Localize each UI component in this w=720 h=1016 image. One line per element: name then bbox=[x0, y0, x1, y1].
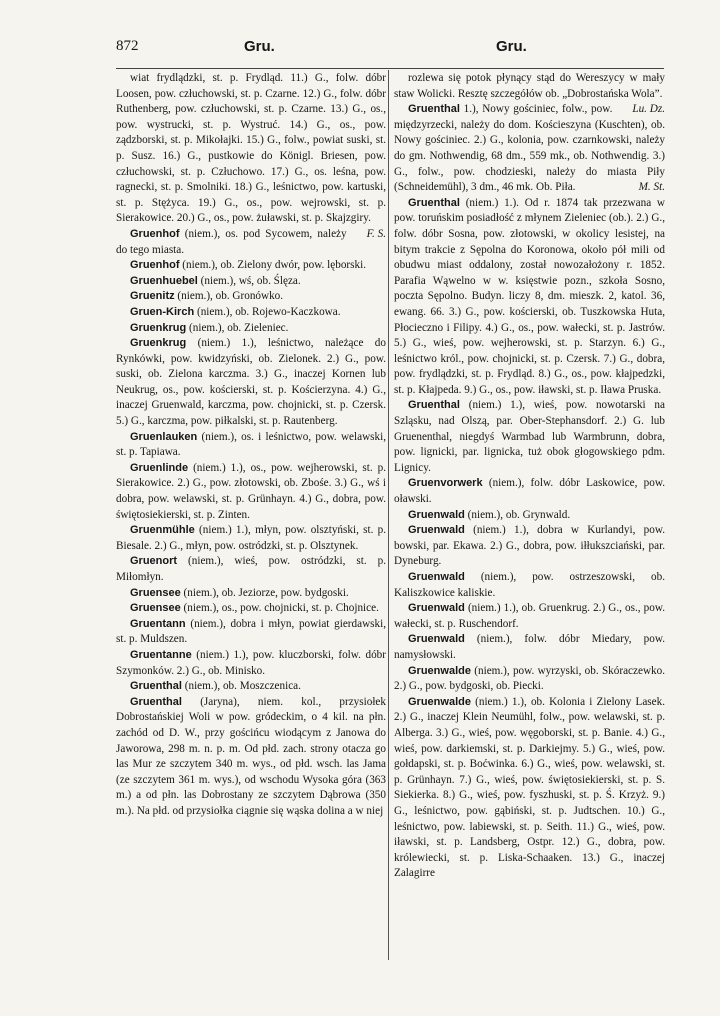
dictionary-entry bbox=[116, 274, 386, 290]
right-headword: Gru. bbox=[496, 38, 527, 55]
dictionary-entry bbox=[116, 461, 386, 523]
dictionary-entry bbox=[394, 508, 665, 524]
entry-text: (niem.), pow. wyrzyski, ob. Skóraczewko. 2.) G., pow. bydgoski, ob. Piecki. bbox=[394, 664, 666, 693]
entry-text: 1.), Nowy gościniec, folw., pow. międzyrzecki, należy do dom. Kościeszyna (Kuschten), ob. Nowy gościniec. 2.) G., kolonia, pow. czarnkowski, należy do gm. Nothwendig, 68 dm., 559 mk., ob. Nothwendig. 3.) G., folw., pow. chodzieski, należy do miasta Piły (Schneidemühl), 3 dm., 46 mk. Ob. Piła. bbox=[394, 103, 665, 194]
entry-headword: Gruenlinde bbox=[130, 461, 189, 474]
entry-text: (niem.), os., pow. chojnicki, st. p. Chojnice. bbox=[183, 602, 379, 615]
entry-headword: Gruensee bbox=[130, 586, 181, 599]
entry-text: wiat frydlądzki, st. p. Frydląd. 11.) G., folw. dóbr Loosen, pow. człuchowski, st. p. Czarne. 12.) G., folw. dóbr Ruthenberg, pow. człuchowski, st. p. Czarne. 13.) G., os., pow. wystrucki, st. p. Wystruć. 14.) G., os., pow. ządzborski, st. p. Mikołajki. 15.) G., folw., powiat suski, st. p. Susz. 16.) G., pustkowie do Königl. Briesen, pow. człuchowski, st. p. Człuchowo. 17.) G., os. leśna, pow. ragnecki, st. p. Smolniki. 18.) G., leśnictwo, pow. kartuski, st. p. Stężyca. 19.) G., os., pow. wejrowski, st. p. Sierakowice. 20.) G., os., pow. żuławski, st. p. Skajzgiry. bbox=[116, 72, 386, 225]
dictionary-entry bbox=[394, 570, 665, 601]
dictionary-entry bbox=[394, 398, 665, 476]
entry-text: (niem.) 1.), os., pow. wejherowski, st. p. Sierakowice. 2.) G., pow. złotowski, ob. Zbośe. 3.) G., wś i dobra, pow. welawski, st. p. Grünhayn. 4.) G., dobra, pow. świętosiekierski, st. p. Zinten. bbox=[116, 461, 387, 521]
dictionary-entry bbox=[116, 258, 386, 274]
dictionary-entry bbox=[394, 601, 665, 632]
entry-text: (niem.), wieś, pow. ostródzki, st. p. Miłomłyn. bbox=[116, 555, 386, 583]
entry-headword: Gruenort bbox=[130, 555, 178, 568]
entry-headword: Gruenthal bbox=[408, 103, 460, 116]
entry-headword: Gruentann bbox=[130, 617, 186, 630]
entry-headword: Gruentanne bbox=[130, 648, 192, 661]
entry-headword: Gruenhuebel bbox=[130, 274, 198, 287]
entry-headword: Gruenthal bbox=[130, 680, 182, 693]
entry-headword: Gruenwald bbox=[408, 571, 465, 583]
entry-text: (niem.) 1.), wieś, pow. nowotarski na Szląsku, nad Olszą, par. Ober-Stephansdorf. 2.) G. lub Gruenenthal, niegdyś Warmbad lub Warmbrunn, dobra, pow. lignicki, par. lignicka, tuż obok głogowskiego pdm. Lignicy. bbox=[394, 399, 665, 474]
dictionary-entry bbox=[116, 523, 386, 554]
left-column bbox=[116, 71, 386, 820]
entry-text: (niem.), ob. Moszczenica. bbox=[184, 680, 301, 693]
entry-text: (niem.), ob. Grynwald. bbox=[467, 508, 571, 521]
dictionary-entry bbox=[116, 289, 386, 305]
entry-text: (niem.), os. pod Sycowem, należy do tego miasta. bbox=[116, 227, 347, 256]
entry-headword: Gruen-Kirch bbox=[130, 305, 195, 318]
entry-text: (niem.), ob. Zielony dwór, pow. lęborski. bbox=[182, 259, 366, 272]
entry-text: (niem.), dobra i młyn, powiat gierdawski, st. p. Muldszen. bbox=[116, 617, 387, 646]
dictionary-entry bbox=[116, 679, 386, 695]
dictionary-entry bbox=[116, 586, 386, 602]
entry-text: (niem.), ob. Gronówko. bbox=[177, 290, 284, 303]
entry-text: (niem.), wś, ob. Ślęza. bbox=[200, 274, 301, 287]
entry-headword: Gruenkrug bbox=[130, 321, 187, 334]
entry-headword: Gruenitz bbox=[130, 290, 175, 303]
header-rule bbox=[116, 68, 664, 69]
dictionary-entry bbox=[116, 617, 386, 648]
dictionary-entry bbox=[394, 476, 665, 507]
entry-text: (niem.), os. i leśnictwo, pow. welawski, st. p. Tapiawa. bbox=[116, 430, 387, 459]
entry-text: (niem.) 1.), ob. Gruenkrug. 2.) G., os., pow. wałecki, st. p. Ruschendorf. bbox=[394, 602, 665, 630]
dictionary-entry bbox=[116, 554, 386, 585]
entry-text: (niem.) 1.). Od r. 1874 tak przezwana w pow. toruńskim posiadłość z młynem Zieleniec (ob.). 2.) G., folw. dóbr Sosna, pow. złotowski, w okolicy lesistej, na bitym trakcie z Sępolna do Koronowa, około pół mili od obudwu miast oddalony, został nowozałożony r. 1852. Parafia Wąwelno w w. księstwie pozn., szkoła Sosno, poczta Sępolno. Budyn. liczy 8, dm. mieszk. 2, katol. 36, ewang. 66. 3.) G., pow. kościerski, ob. Tuszkowska Huta, Płocieczno i Filipy. 4.) G., os., pow. wałecki, st. p. Jastrów. 5.) G., wieś, pow. wejherowski, st. p. Starzyn. 6.) G., leśnictwo król., pow. chojnicki, st. p. Czersk. 7.) G., dobra, pow. frydlądzki, st. p. Frydląd. 8.) G., os., pow. kłajpedzki, st. p. Kłajpeda. 9.) G., os., pow. iławski, st. p. Iława Pruska. bbox=[394, 196, 665, 396]
dictionary-entry bbox=[116, 305, 386, 321]
entry-text: rozlewa się potok płynący stąd do Wereszycy w mały staw Wolicki. Resztę szczegółów ob. „Dobrostańska Wola”. bbox=[394, 72, 665, 100]
entry-text: (niem.) 1.), pow. kluczborski, folw. dóbr Szymonków. 2.) G., ob. Minisko. bbox=[116, 648, 386, 677]
column-divider bbox=[388, 70, 389, 960]
dictionary-entry bbox=[394, 664, 665, 695]
entry-headword: Gruenwald bbox=[408, 602, 465, 615]
page-number: 872 bbox=[116, 38, 139, 54]
dictionary-entry bbox=[116, 648, 386, 679]
author-signature: Lu. Dz. bbox=[632, 103, 665, 116]
entry-text: (niem.), folw. dóbr Miedary, pow. namysłowski. bbox=[394, 633, 665, 661]
dictionary-entry bbox=[116, 430, 386, 461]
entry-text: (niem.), ob. Jeziorze, pow. bydgoski. bbox=[183, 586, 349, 599]
dictionary-entry bbox=[394, 632, 665, 663]
entry-text: (niem.), ob. Rojewo-Kaczkowa. bbox=[196, 305, 341, 318]
entry-headword: Gruenthal bbox=[130, 695, 182, 708]
entry-headword: Gruensee bbox=[130, 602, 181, 615]
entry-text: (Jaryna), niem. kol., przysiołek Dobrostańskiej Woli w pow. gródeckim, o 4 kil. na płn. zachód od D. W., przy gościńcu wiodącym z Janowa do Jaworowa, 298 m. n. p. m. Od płd. zach. strony otacza go las Mur ze szczytem 340 m. wys., od płd. wsch. las Jama (ze szczytem 361 m. wys.), od wschodu Wysoka góra (363 m.) a od płn. las Dobrostany ze szczytem Dąbrowa (350 m.). Na płd. od przysiołka ciągnie się wąska dolina a w niej bbox=[116, 695, 386, 817]
author-signature: M. St. bbox=[638, 181, 665, 194]
entry-text: (niem.), pow. ostrzeszowski, ob. Kaliszkowice kaliskie. bbox=[394, 571, 665, 599]
entry-headword: Gruenhof bbox=[130, 259, 180, 272]
dictionary-entry bbox=[116, 227, 386, 258]
dictionary-entry bbox=[116, 321, 386, 337]
dictionary-entry bbox=[116, 336, 386, 430]
dictionary-entry bbox=[116, 601, 386, 617]
right-column bbox=[394, 71, 665, 882]
entry-headword: Gruenwald bbox=[408, 508, 465, 521]
running-header bbox=[0, 38, 720, 62]
entry-headword: Gruenthal bbox=[408, 196, 460, 209]
dictionary-entry bbox=[394, 196, 665, 399]
entry-headword: Gruenhof bbox=[130, 227, 180, 240]
entry-headword: Gruenwalde bbox=[408, 695, 471, 708]
dictionary-entry bbox=[116, 695, 386, 820]
author-signature: F. S. bbox=[366, 227, 386, 240]
entry-text: (niem.) 1.), ob. Kolonia i Zielony Lasek. 2.) G., inaczej Klein Neumühl, folw., pow. welawski, st. p. Alberga. 3.) G., wieś, pow. węgoborski, st. p. Banie. 4.) G., wieś, pow. darkiemski, st. p. Darkiejmy. 5.) G., wieś, pow. gołdapski, st. p. Boćwinka. 6.) G., wieś, pow. welawski, st. p. Grünhayn. 7.) G., wieś, pow. świętosiekierski, st. p. S. Siekierka. 8.) G., wieś, pow. fyszhuski, st. p. Ś. Krzyż. 9.) G., leśnictwo, pow. gąbiński, st. p. Judtschen. 10.) G., leśnictwo, pow. labiewski, st. p. Seith. 11.) G., wieś, pow. iławski, st. p. Landsberg, Ostpr. 12.) G., dobra, pow. królewiecki, st. p. Liska-Schaaken. 13.) G., inaczej Zalagirre bbox=[394, 695, 665, 880]
entry-headword: Gruenwald bbox=[408, 524, 465, 537]
entry-text: (niem.) 1.), młyn, pow. olsztyński, st. p. Biesale. 2.) G., młyn, pow. ostródzki, st. p. Olsztynek. bbox=[116, 524, 387, 552]
left-headword: Gru. bbox=[244, 38, 275, 55]
entry-headword: Gruenkrug bbox=[130, 337, 187, 350]
entry-headword: Gruenvorwerk bbox=[408, 477, 483, 490]
dictionary-entry bbox=[394, 523, 665, 570]
entry-text: (niem.) 1.), leśnictwo, należące do Rynkówki, pow. kwidzyński, ob. Zielonek. 2.) G., pow. suski, ob. Zielona karczma. 3.) G., inaczej Kornen lub Neukrug, os., pow. kościerski, st. p. Kościerzyna. 4.) G., inaczej Gruenwald, karczma, pow. chojnicki, st. p. Czersk. 5.) G., karczma, pow. piłkalski, st. p. Rautenberg. bbox=[116, 337, 386, 428]
entry-headword: Gruenwalde bbox=[408, 664, 471, 677]
entry-headword: Gruenmühle bbox=[130, 524, 195, 537]
entry-headword: Gruenwald bbox=[408, 633, 465, 646]
entry-headword: Gruenthal bbox=[408, 399, 460, 412]
entry-text: (niem.), ob. Zieleniec. bbox=[189, 321, 289, 334]
entry-text: (niem.), folw. dóbr Laskowice, pow. oławski. bbox=[394, 477, 665, 506]
entry-headword: Gruenlauken bbox=[130, 430, 198, 443]
entry-text: (niem.) 1.), dobra w Kurlandyi, pow. bowski, par. Ekawa. 2.) G., dobra, pow. iłłukszciański, par. Dyneburg. bbox=[394, 524, 666, 568]
dictionary-entry bbox=[394, 695, 665, 882]
